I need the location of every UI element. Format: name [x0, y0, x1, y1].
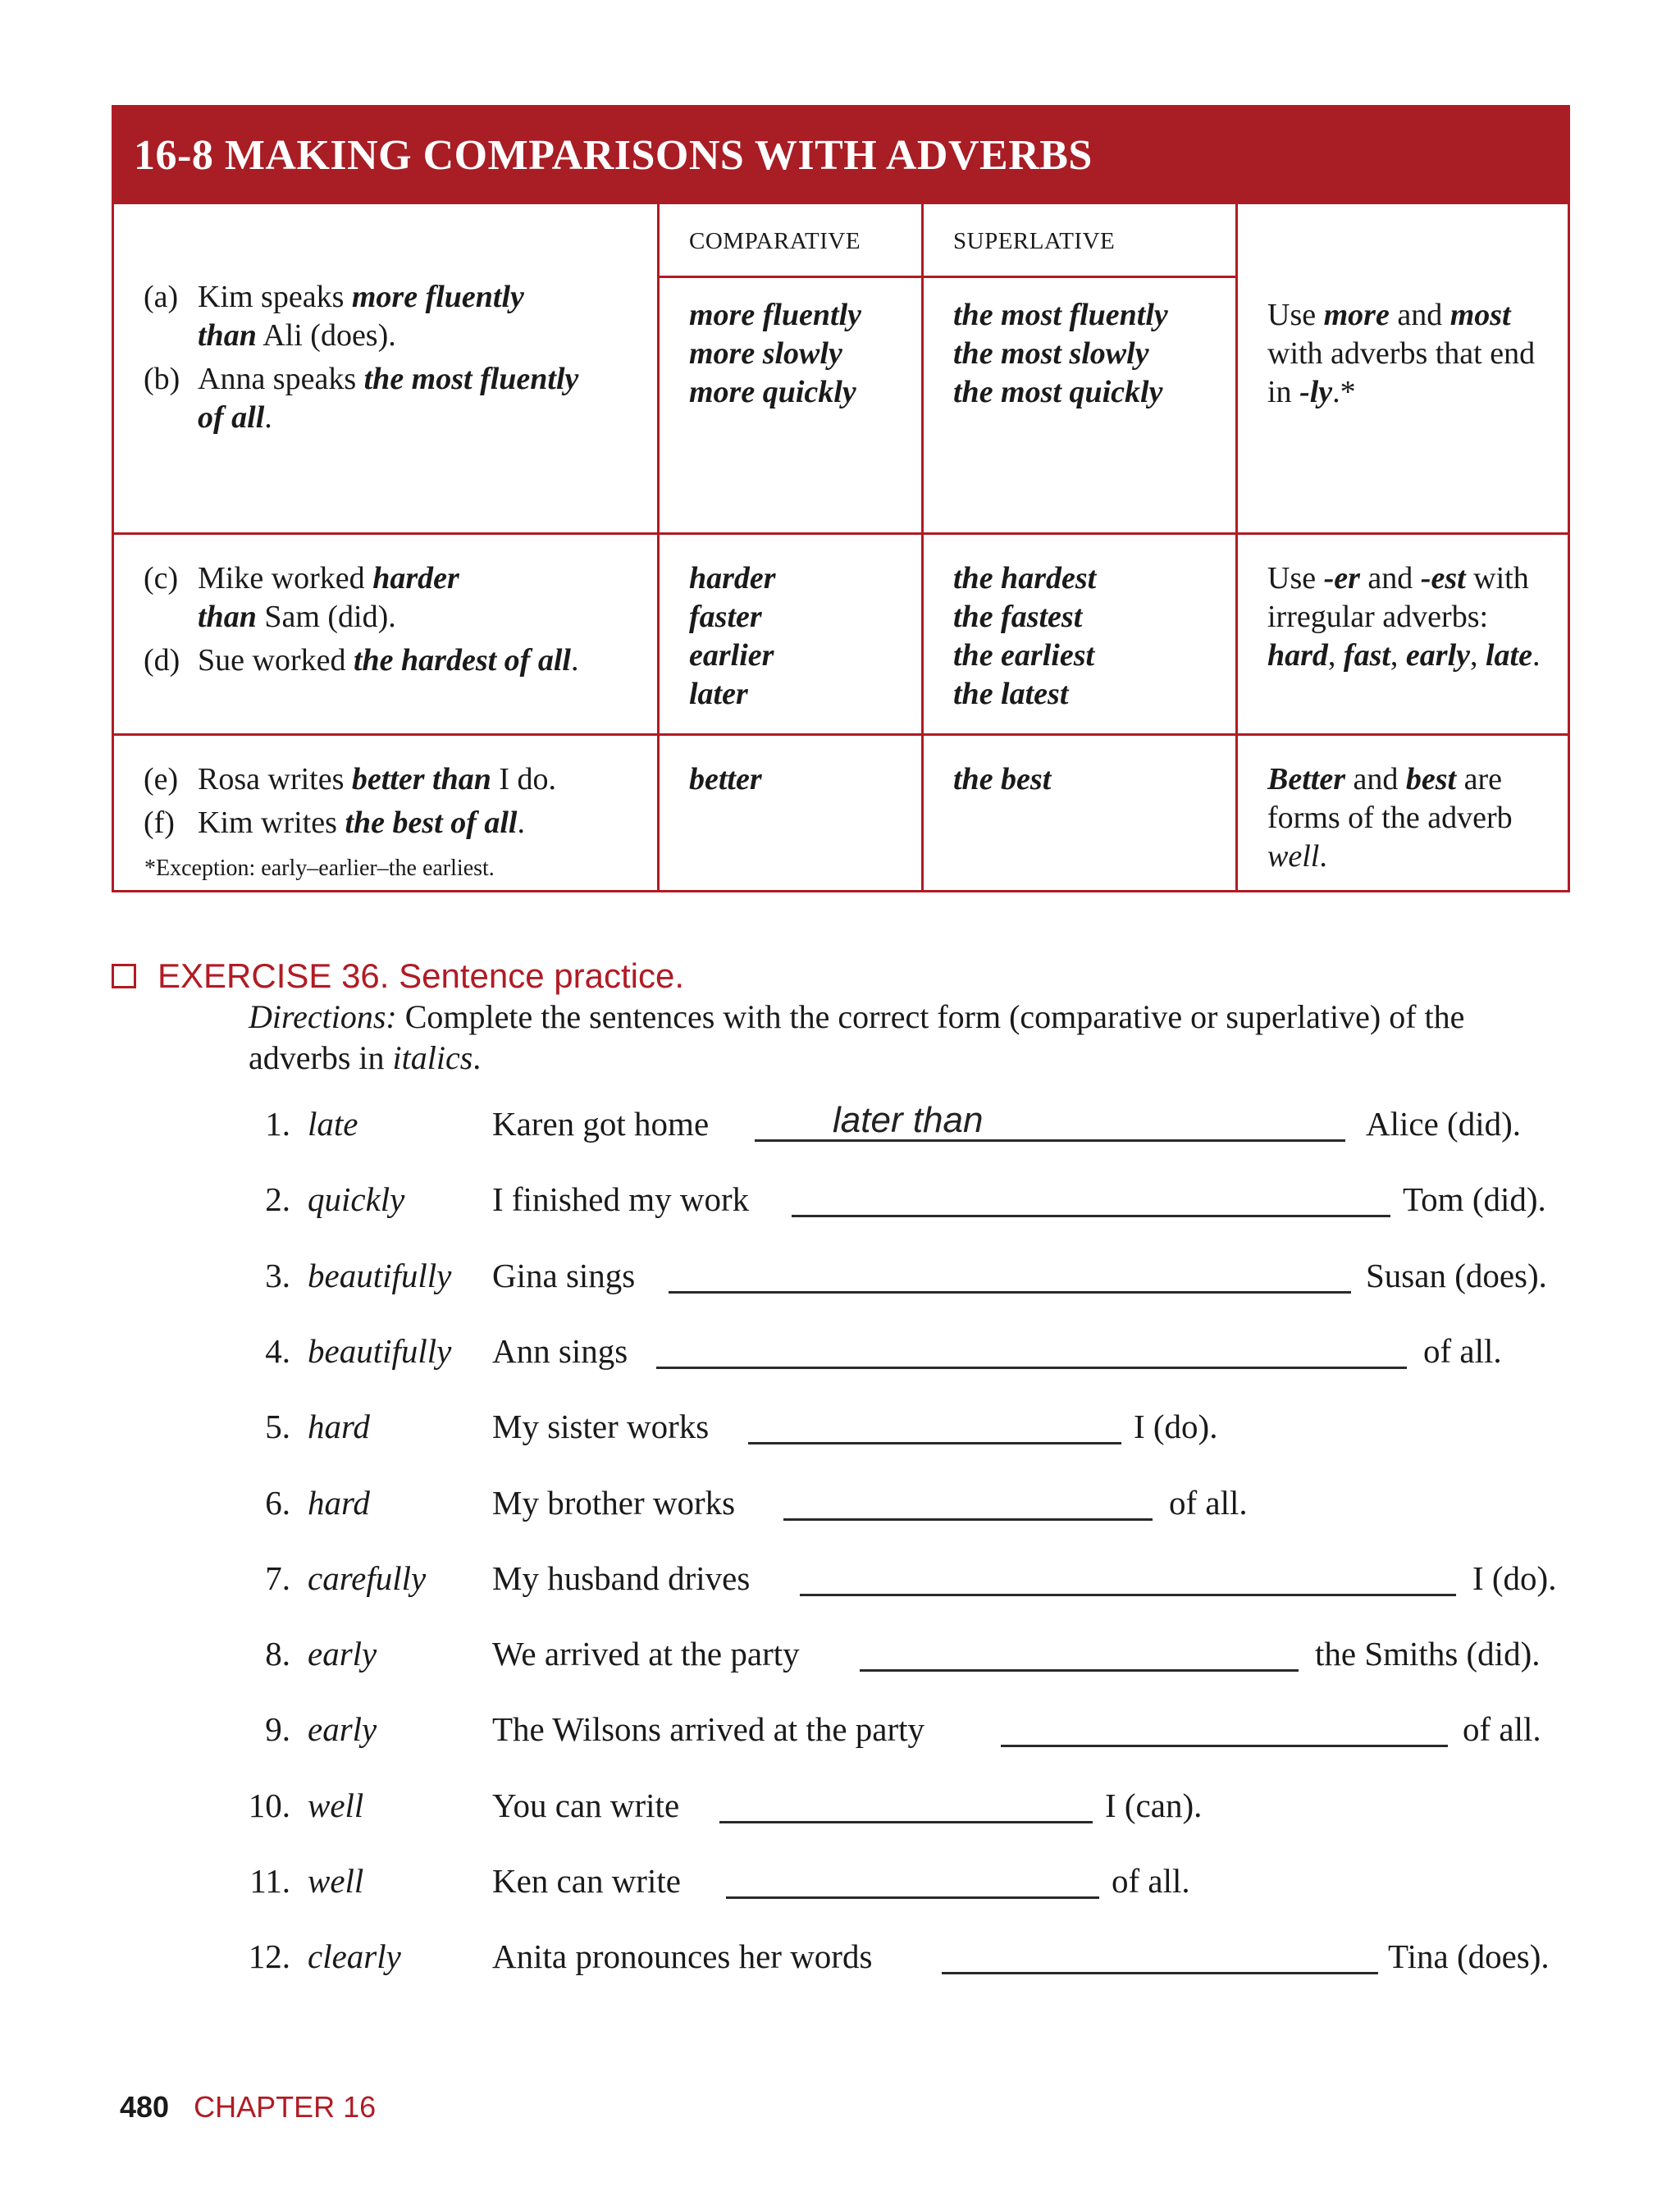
answer-text: later than: [833, 1100, 984, 1140]
exercise-item: [0, 1326, 1680, 1376]
item-adverb: quickly: [308, 1180, 405, 1219]
item-adverb: well: [308, 1786, 364, 1824]
item-number: 11.: [249, 1862, 290, 1900]
item-adverb: early: [308, 1635, 377, 1673]
footnote: *Exception: early–earlier–the earliest.: [144, 856, 495, 881]
exercise-item: [0, 1629, 1680, 1678]
answer-blank[interactable]: [748, 1442, 1121, 1444]
page-footer: [120, 2090, 376, 2124]
item-stem: The Wilsons arrived at the party: [492, 1710, 925, 1749]
header-comparative: COMPARATIVE: [689, 228, 861, 254]
chapter-label: CHAPTER 16: [194, 2090, 377, 2124]
note-ly: Use more and most with adverbs that end in -ly.*: [1267, 298, 1536, 409]
item-adverb: beautifully: [308, 1331, 452, 1370]
item-stem: You can write: [492, 1786, 680, 1824]
rule-box: [112, 105, 1570, 892]
item-number: 5.: [265, 1408, 290, 1446]
answer-blank[interactable]: [942, 1972, 1378, 1974]
exercise-item: [0, 1781, 1680, 1830]
answer-blank[interactable]: [656, 1367, 1407, 1369]
example-c: (c) Mike worked harder than Sam (did).: [144, 561, 459, 634]
exercise-heading: [112, 956, 684, 997]
item-number: 1.: [265, 1105, 290, 1143]
item-tail: of all.: [1169, 1483, 1248, 1522]
item-adverb: early: [308, 1710, 377, 1749]
exercise-item: [0, 1402, 1680, 1451]
item-tail: of all.: [1463, 1710, 1541, 1749]
item-stem: I finished my work: [492, 1180, 750, 1219]
item-adverb: well: [308, 1862, 364, 1900]
item-stem: My husband drives: [492, 1558, 751, 1597]
item-adverb: carefully: [308, 1558, 427, 1597]
comparative-forms: more fluently more slowly more quickly: [689, 298, 862, 409]
item-tail: I (can).: [1105, 1786, 1203, 1824]
superlative-forms: the most fluently the most slowly the most quickly: [953, 298, 1168, 409]
item-tail: Tina (does).: [1388, 1937, 1550, 1976]
item-tail: I (do).: [1134, 1408, 1218, 1446]
answer-blank[interactable]: [726, 1896, 1099, 1899]
item-stem: My sister works: [492, 1408, 710, 1446]
item-number: 2.: [265, 1180, 290, 1219]
exercise-item: [0, 1856, 1680, 1905]
answer-blank[interactable]: [669, 1291, 1351, 1294]
example-a: (a) Kim speaks more fluently than Ali (does).: [144, 280, 524, 353]
header-superlative: SUPERLATIVE: [953, 228, 1116, 254]
exercise-item: [0, 1932, 1680, 1981]
comparative-forms: better: [689, 762, 762, 796]
item-number: 8.: [265, 1635, 290, 1673]
item-tail: Alice (did).: [1366, 1105, 1521, 1143]
item-number: 7.: [265, 1558, 290, 1597]
item-adverb: clearly: [308, 1937, 401, 1976]
example-b: (b) Anna speaks the most fluently of all.: [144, 362, 579, 435]
item-stem: We arrived at the party: [492, 1635, 800, 1673]
exercise-item: [0, 1175, 1680, 1224]
answer-blank[interactable]: [1001, 1745, 1448, 1747]
rule-table: [114, 204, 1568, 890]
note-er-est: Use -er and -est with irregular adverbs: hard, fast, early, late.: [1267, 561, 1541, 673]
comparative-forms: harder faster earlier later: [689, 561, 776, 711]
exercise-item: [0, 1099, 1680, 1148]
item-tail: the Smiths (did).: [1315, 1635, 1541, 1673]
example-f: (f) Kim writes the best of all.: [144, 805, 525, 840]
item-number: 12.: [248, 1937, 290, 1976]
item-number: 6.: [265, 1483, 290, 1522]
item-number: 3.: [265, 1256, 290, 1294]
answer-blank[interactable]: [800, 1594, 1456, 1596]
item-stem: My brother works: [492, 1483, 736, 1522]
item-tail: of all.: [1112, 1862, 1190, 1900]
item-number: 4.: [265, 1331, 290, 1370]
superlative-forms: the best: [953, 762, 1052, 796]
answer-blank[interactable]: [783, 1518, 1153, 1521]
item-adverb: late: [308, 1105, 358, 1143]
exercise-title: EXERCISE 36. Sentence practice.: [158, 956, 684, 995]
answer-blank[interactable]: [719, 1821, 1093, 1823]
answer-blank[interactable]: [792, 1215, 1390, 1217]
example-d: (d) Sue worked the hardest of all.: [144, 643, 579, 678]
exercise-item: [0, 1478, 1680, 1527]
item-stem: Anita pronounces her words: [492, 1937, 873, 1976]
directions: Directions: Complete the sentences with the correct form (comparative or superlative) of the adverbs in italics.: [249, 998, 1465, 1076]
item-tail: Tom (did).: [1403, 1180, 1546, 1219]
item-adverb: hard: [308, 1408, 370, 1446]
rule-title: 16-8 MAKING COMPARISONS WITH ADVERBS: [114, 107, 1568, 204]
note-better-best: Better and best are forms of the adverb well.: [1267, 762, 1513, 874]
example-e: (e) Rosa writes better than I do.: [144, 762, 556, 796]
item-stem: Ann sings: [492, 1331, 628, 1370]
item-stem: Ken can write: [492, 1862, 681, 1900]
item-stem: Gina sings: [492, 1256, 636, 1294]
item-number: 9.: [265, 1710, 290, 1749]
superlative-forms: the hardest the fastest the earliest the latest: [953, 561, 1097, 711]
page-number: 480: [120, 2090, 170, 2124]
item-tail: I (do).: [1472, 1558, 1557, 1597]
exercise-item: [0, 1251, 1680, 1300]
item-adverb: beautifully: [308, 1256, 452, 1294]
item-adverb: hard: [308, 1483, 370, 1522]
answer-blank[interactable]: [860, 1669, 1299, 1672]
exercise-checkbox-icon[interactable]: [112, 964, 136, 988]
exercise-item: [0, 1705, 1680, 1754]
item-number: 10.: [248, 1786, 290, 1824]
item-tail: Susan (does).: [1366, 1256, 1547, 1294]
exercise-item: [0, 1554, 1680, 1603]
item-stem: Karen got home: [492, 1105, 710, 1143]
item-tail: of all.: [1423, 1331, 1502, 1370]
